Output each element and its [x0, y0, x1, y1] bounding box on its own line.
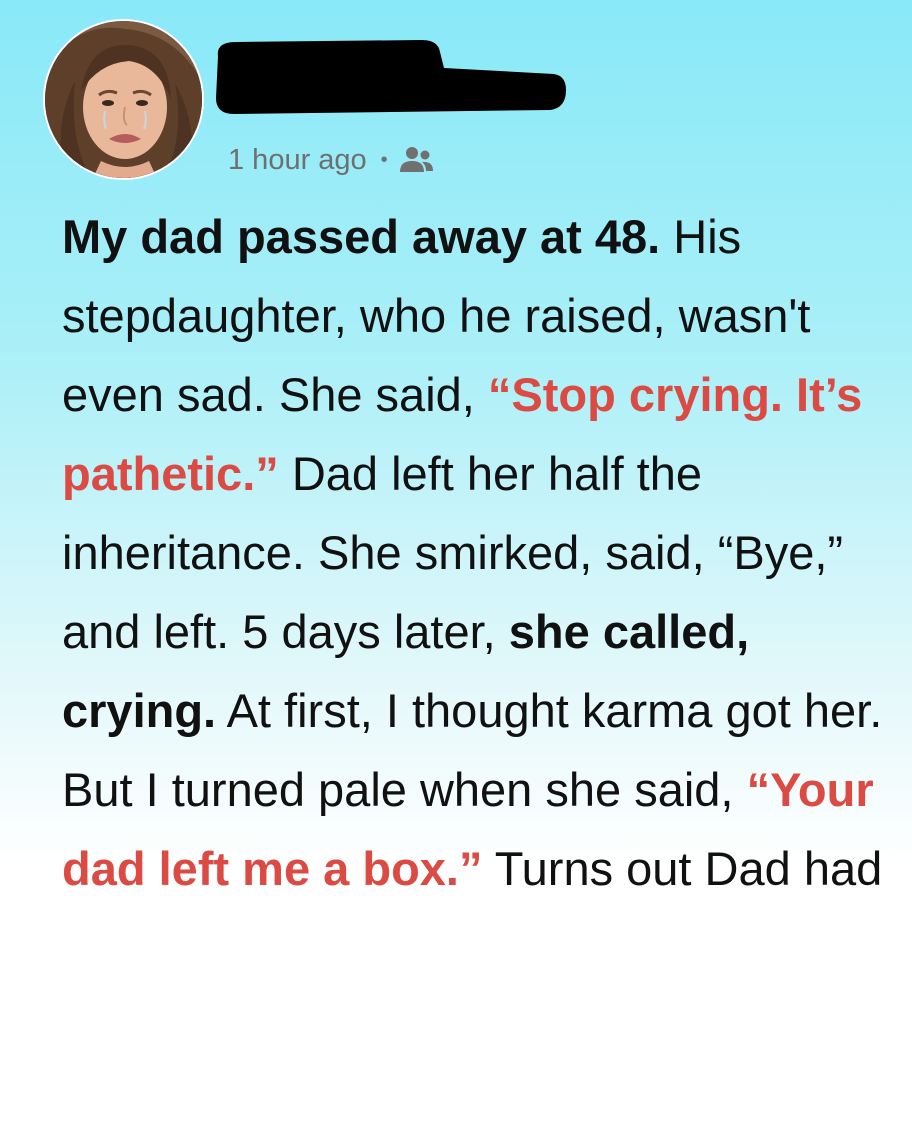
story-highlight-quote: “Stop crying. It’s pathetic.” — [62, 368, 863, 500]
story-highlight-quote: “Your dad left me a box.” — [62, 763, 874, 895]
story-headline: My dad passed away at 48. — [62, 210, 661, 263]
friends-icon[interactable] — [398, 145, 434, 175]
post-timestamp[interactable]: 1 hour ago — [228, 143, 367, 176]
post-story-text — [62, 197, 892, 908]
story-text-segment: At first, I thought karma got her. But I turned pale when she said, — [62, 684, 883, 816]
post-meta — [228, 140, 434, 180]
story-text-segment: His stepdaughter, who he raised, wasn't even sad. She said, — [62, 210, 811, 421]
crying-woman-portrait — [45, 21, 202, 178]
author-name-redacted — [212, 38, 568, 118]
story-bold-phrase: she called, crying. — [62, 605, 750, 737]
author-avatar[interactable] — [43, 19, 204, 180]
meta-separator: • — [380, 148, 388, 171]
story-text-segment: Dad left her half the inheritance. She smirked, said, “Bye,” and left. 5 days later, — [62, 447, 844, 658]
story-text-segment: Turns out Dad had — [482, 842, 883, 895]
